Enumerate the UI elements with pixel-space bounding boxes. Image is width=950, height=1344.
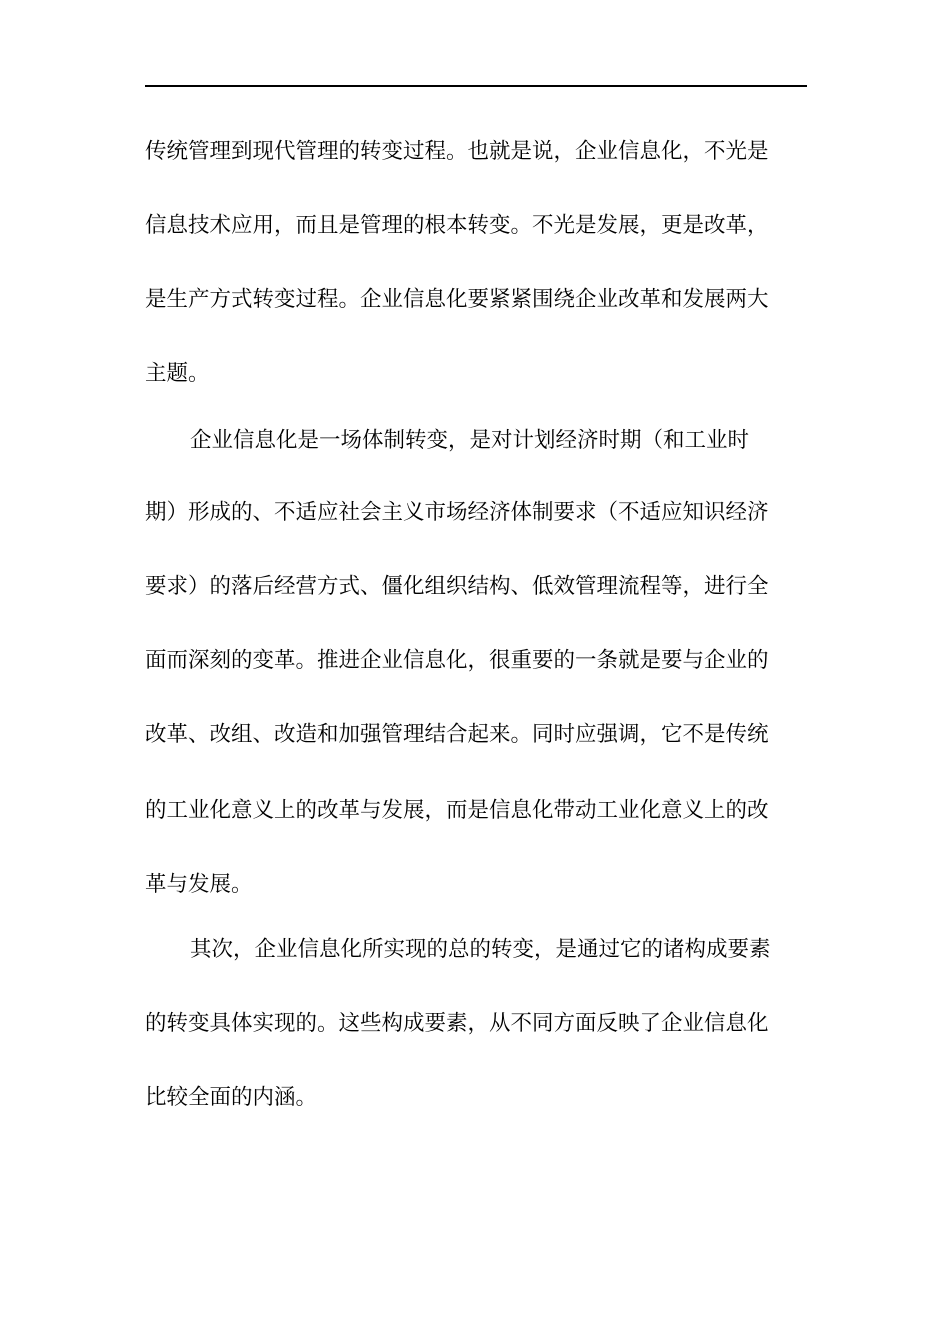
text-line: 其次，企业信息化所实现的总的转变，是通过它的诸构成要素: [190, 937, 771, 962]
text-line: 革与发展。: [145, 872, 253, 897]
text-line: 是生产方式转变过程。企业信息化要紧紧围绕企业改革和发展两大: [145, 287, 769, 312]
text-line: 主题。: [145, 361, 210, 386]
text-line: 比较全面的内涵。: [145, 1085, 318, 1110]
text-line: 企业信息化是一场体制转变，是对计划经济时期（和工业时: [190, 428, 750, 453]
text-line: 要求）的落后经营方式、僵化组织结构、低效管理流程等，进行全: [145, 574, 769, 599]
text-line: 传统管理到现代管理的转变过程。也就是说，企业信息化，不光是: [145, 139, 769, 164]
text-line: 的转变具体实现的。这些构成要素，从不同方面反映了企业信息化: [145, 1011, 769, 1036]
text-line: 期）形成的、不适应社会主义市场经济体制要求（不适应知识经济: [145, 500, 769, 525]
text-line: 信息技术应用，而且是管理的根本转变。不光是发展，更是改革，: [145, 213, 769, 238]
header-rule: [145, 85, 807, 87]
text-line: 的工业化意义上的改革与发展，而是信息化带动工业化意义上的改: [145, 798, 769, 823]
text-line: 改革、改组、改造和加强管理结合起来。同时应强调，它不是传统: [145, 722, 769, 747]
text-line: 面而深刻的变革。推进企业信息化，很重要的一条就是要与企业的: [145, 648, 769, 673]
